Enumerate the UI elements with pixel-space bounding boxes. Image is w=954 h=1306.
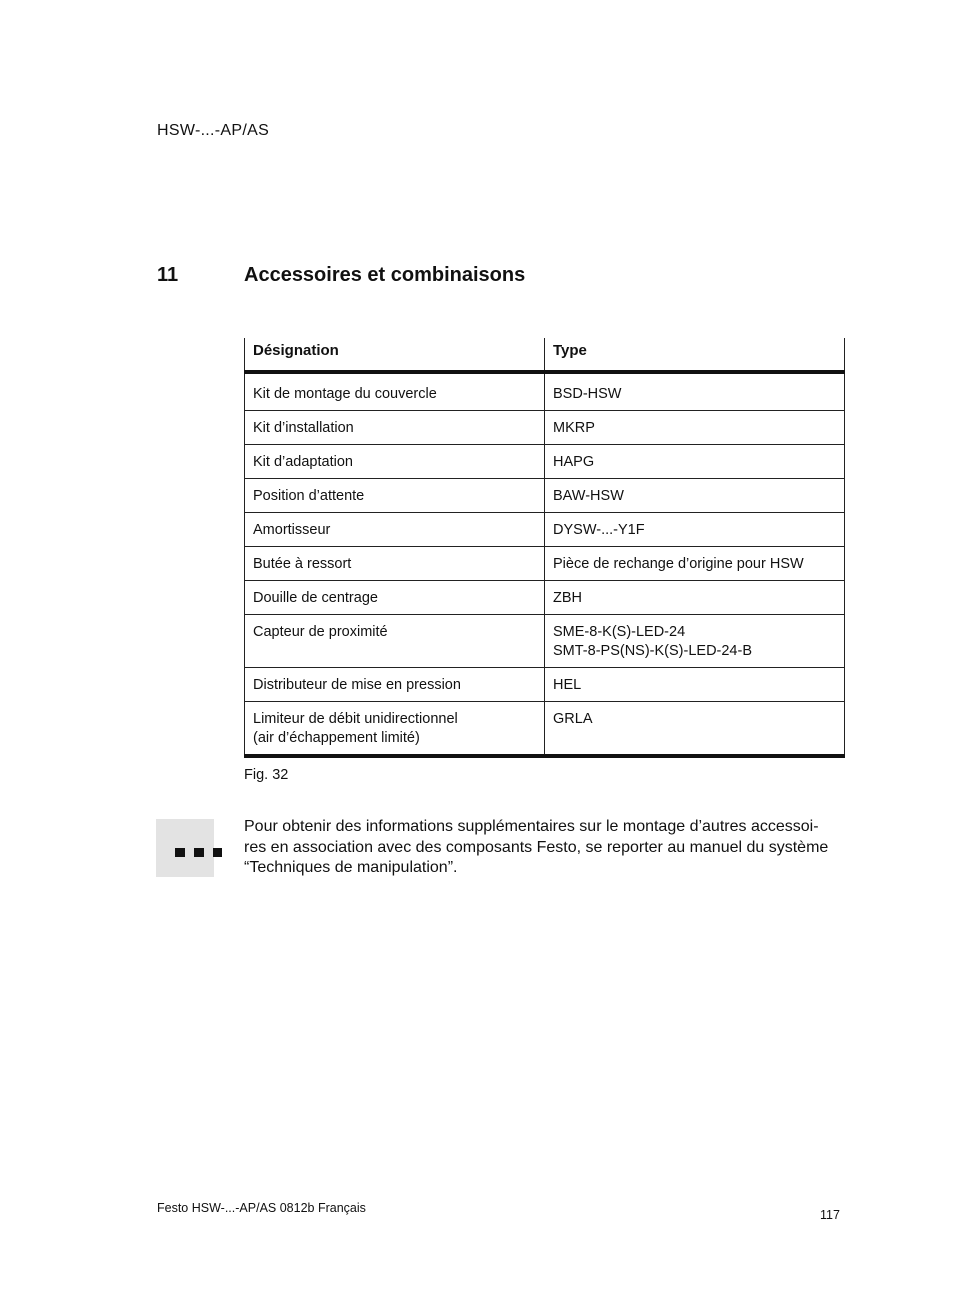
cell-designation — [245, 411, 545, 445]
info-squares-icon — [156, 819, 214, 877]
designation-text: Kit de montage du couvercle — [253, 386, 437, 402]
table-row — [245, 411, 845, 445]
cell-type — [545, 668, 845, 702]
section-number: 11 — [157, 264, 179, 286]
note-line: Pour obtenir des informations supplémentaires sur le montage d’autres accessoi- — [244, 818, 819, 835]
note-line: res en association avec des composants Festo, se reporter au manuel du système — [244, 838, 829, 856]
cell-designation — [245, 581, 545, 615]
cell-designation — [245, 615, 545, 668]
table-row — [245, 372, 845, 411]
table-row — [245, 479, 845, 513]
figure-caption: Fig. 32 — [244, 767, 289, 783]
footer-document: Festo HSW-...-AP/AS 0812b Français — [157, 1201, 366, 1215]
cell-type — [545, 547, 845, 581]
designation-text: Kit d’installation — [253, 420, 354, 436]
table-row — [245, 547, 845, 581]
info-square — [213, 848, 222, 857]
cell-designation — [245, 668, 545, 702]
cell-type — [545, 372, 845, 411]
type-text: SME-8-K(S)-LED-24 — [553, 624, 686, 640]
type-text: MKRP — [553, 420, 595, 436]
cell-type — [545, 411, 845, 445]
designation-text: Capteur de proximité — [253, 624, 388, 640]
table-row — [245, 615, 845, 668]
type-text: Pièce de rechange d’origine pour HSW — [553, 556, 804, 572]
type-text: BSD-HSW — [553, 386, 622, 402]
cell-type — [545, 445, 845, 479]
cell-type — [545, 615, 845, 668]
type-text: BAW-HSW — [553, 488, 624, 504]
cell-designation — [245, 513, 545, 547]
running-header: HSW-...-AP/AS — [157, 122, 270, 139]
info-square — [194, 848, 204, 857]
cell-type — [545, 479, 845, 513]
cell-designation — [245, 445, 545, 479]
type-text: HEL — [553, 677, 582, 693]
table-row — [245, 581, 845, 615]
designation-text: Amortisseur — [253, 522, 331, 538]
designation-text: Douille de centrage — [253, 590, 378, 606]
cell-designation — [245, 479, 545, 513]
accessories-table — [244, 338, 845, 758]
note-line: “Techniques de manipulation”. — [244, 859, 458, 876]
section-title: Accessoires et combinaisons — [244, 264, 526, 286]
designation-text: Distributeur de mise en pression — [253, 677, 461, 693]
cell-designation — [245, 372, 545, 411]
cell-type — [545, 702, 845, 757]
note-text — [244, 817, 844, 879]
table-header-row — [245, 338, 845, 372]
page-number: 117 — [820, 1208, 840, 1222]
designation-text: Limiteur de débit unidirectionnel — [253, 711, 458, 727]
table-row — [245, 702, 845, 757]
column-header-type: Type — [545, 338, 845, 372]
table-row — [245, 513, 845, 547]
designation-text: (air d’échappement limité) — [253, 730, 420, 746]
cell-type — [545, 581, 845, 615]
designation-text: Position d’attente — [253, 488, 365, 504]
designation-text: Kit d’adaptation — [253, 454, 353, 470]
type-text: SMT-8-PS(NS)-K(S)-LED-24-B — [553, 643, 752, 659]
column-header-designation: Désignation — [245, 338, 545, 372]
type-text: ZBH — [553, 590, 582, 606]
type-text: GRLA — [553, 711, 593, 727]
table-body — [245, 372, 845, 756]
cell-type — [545, 513, 845, 547]
cell-designation — [245, 702, 545, 757]
table-row — [245, 668, 845, 702]
type-text: HAPG — [553, 454, 595, 470]
cell-designation — [245, 547, 545, 581]
info-square — [175, 848, 185, 857]
designation-text: Butée à ressort — [253, 556, 352, 572]
table-row — [245, 445, 845, 479]
type-text: DYSW-...-Y1F — [553, 522, 645, 538]
